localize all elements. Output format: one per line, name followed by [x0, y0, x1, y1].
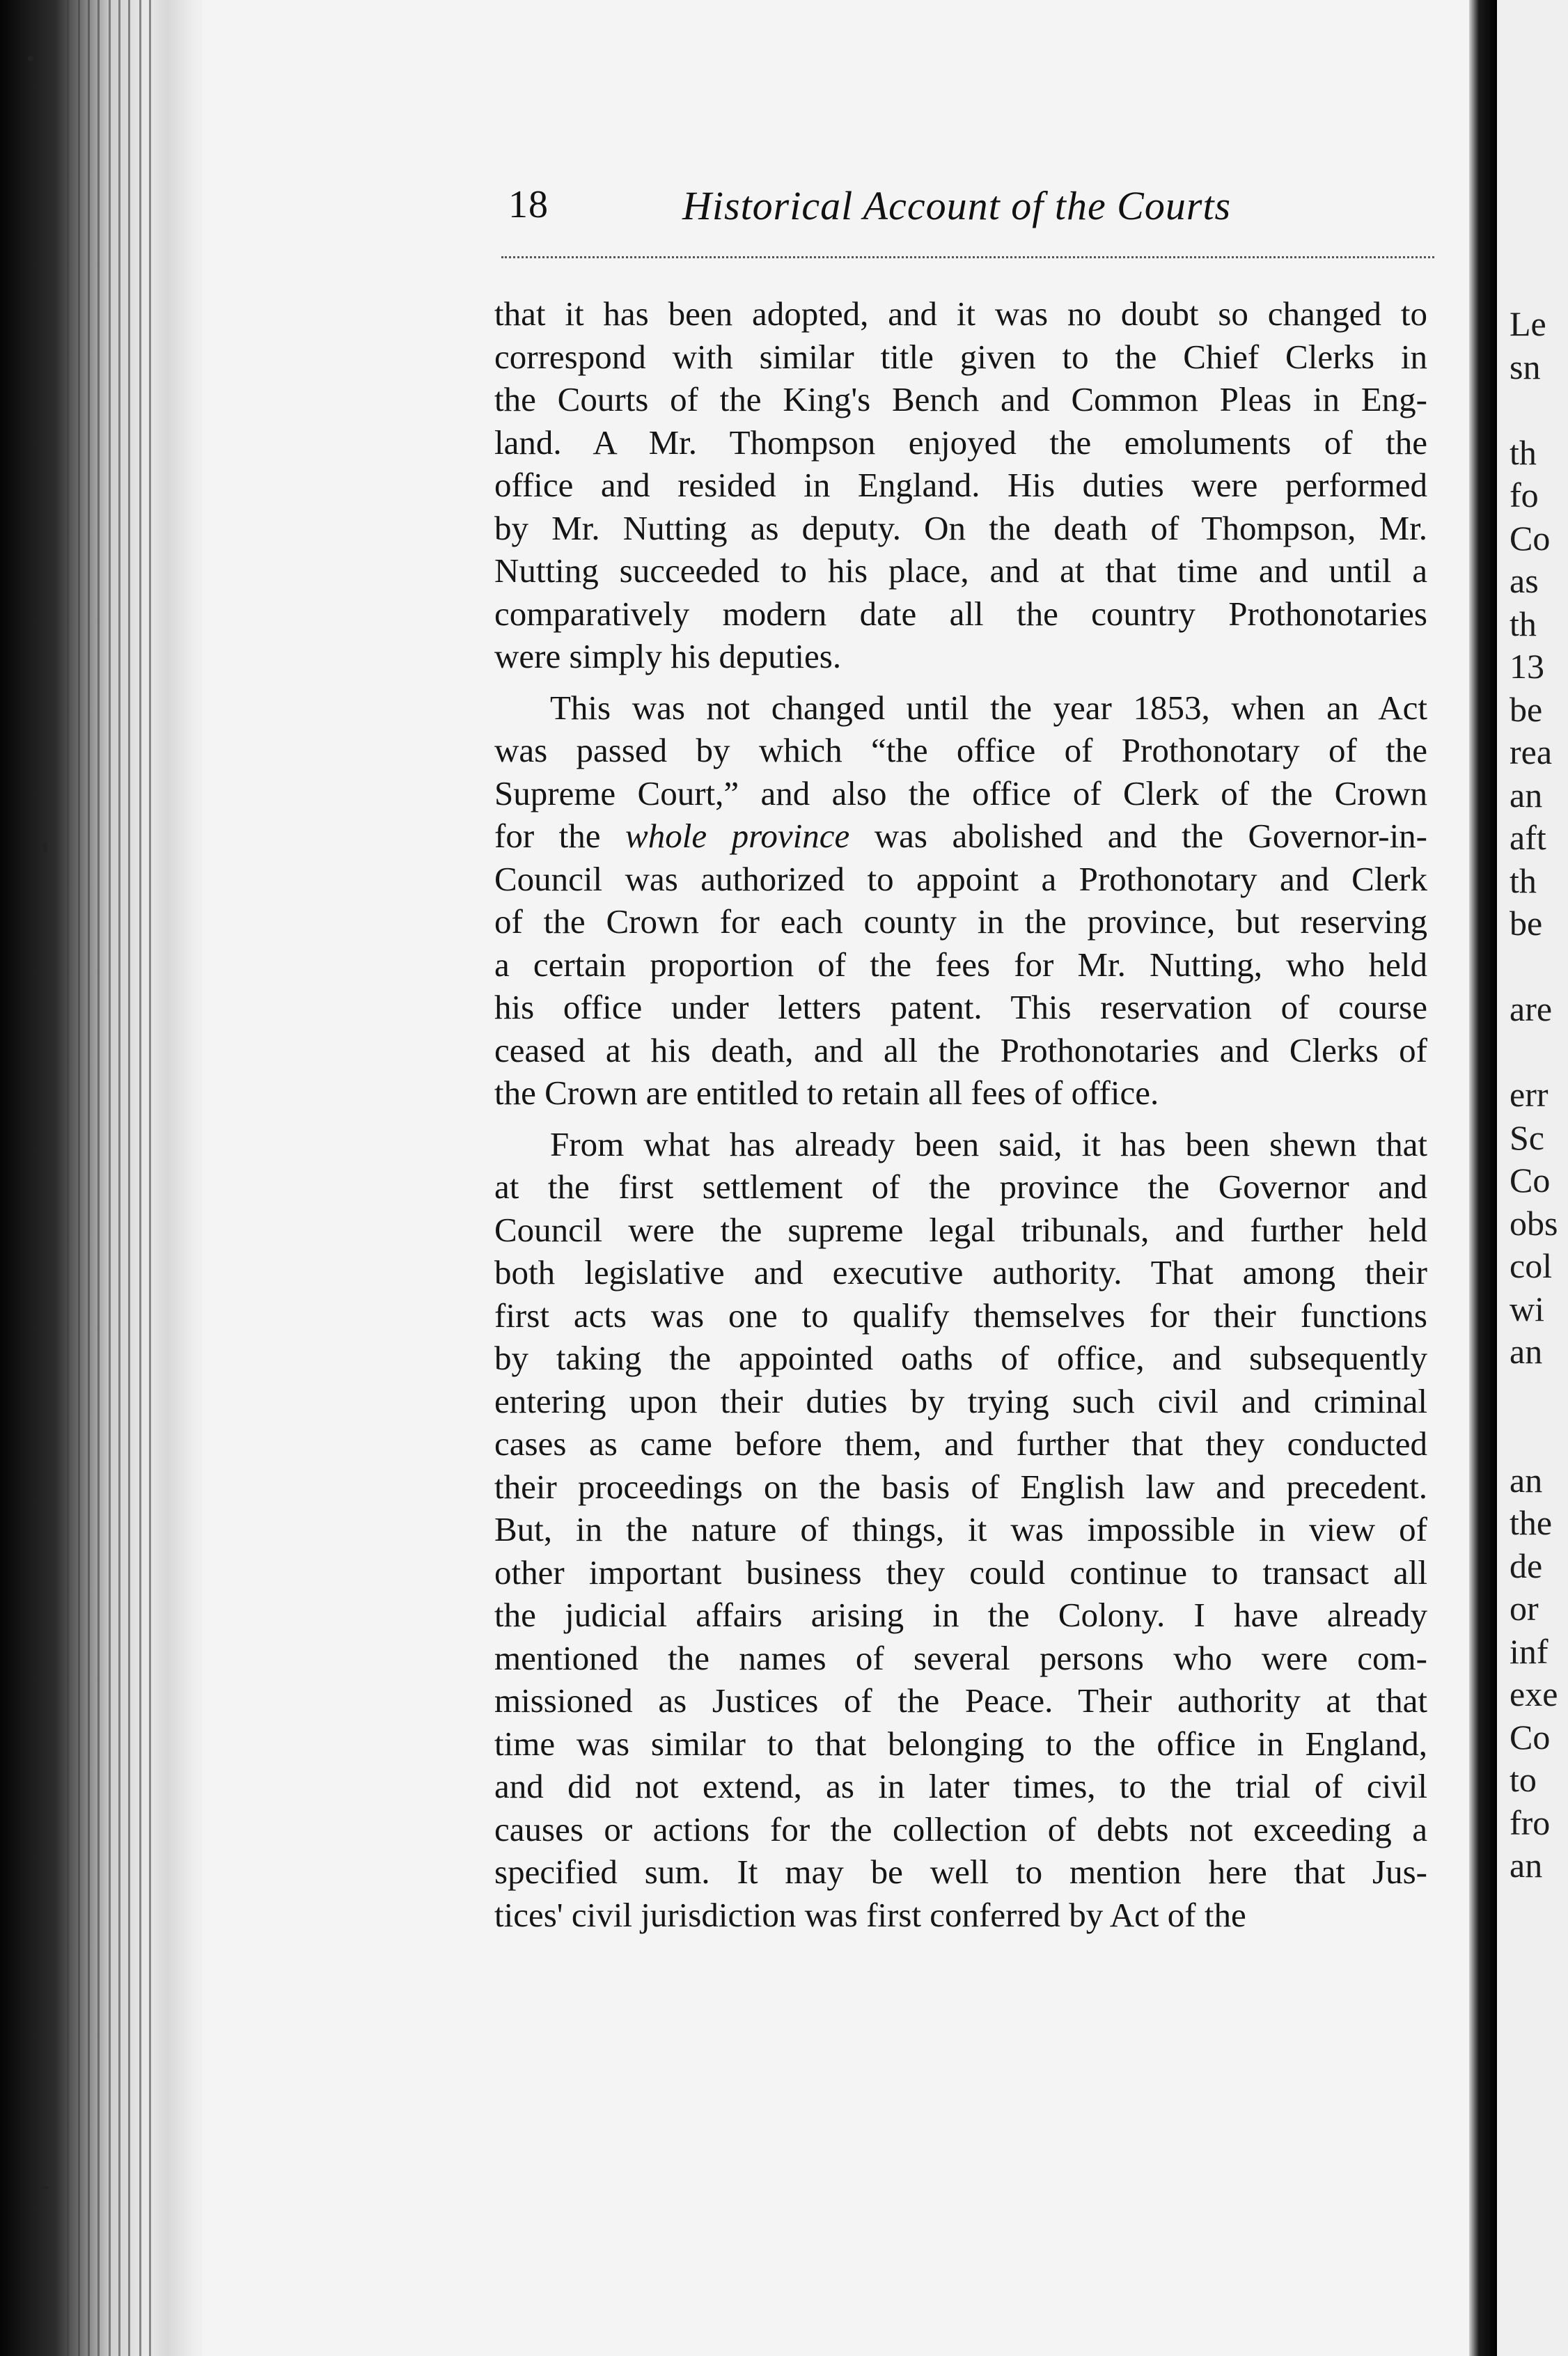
next-page-fragment: fro: [1510, 1803, 1551, 1842]
next-page-fragment: obs: [1510, 1203, 1558, 1243]
next-page-fragment: an: [1510, 1460, 1543, 1500]
text-line: comparatively modern date all the country Prothonotaries: [494, 594, 1427, 633]
book-fold: [1469, 0, 1497, 2356]
scan-speck: [43, 842, 47, 852]
text-line: correspond with similar title given to the Chief Clerks in: [494, 337, 1427, 376]
next-page-fragment: th: [1510, 861, 1537, 900]
page-edge-line: [97, 0, 100, 2356]
page-edge-line: [139, 0, 141, 2356]
next-page-fragment: wi: [1510, 1289, 1544, 1328]
text-line: the judicial affairs arising in the Colony. I have already: [494, 1596, 1427, 1634]
next-page-fragment: or: [1510, 1589, 1539, 1628]
paragraph: [494, 1123, 1427, 1937]
next-page-fragment: exe: [1510, 1674, 1558, 1713]
next-page-fragment: Co: [1510, 1717, 1551, 1757]
text-line: office and resided in England. His duties were performed: [494, 466, 1427, 504]
next-page-fragment: Co: [1510, 518, 1551, 558]
text-line: time was similar to that belonging to the office in England,: [494, 1724, 1427, 1763]
emphasis: whole province: [625, 817, 850, 855]
next-page-fragment: inf: [1510, 1631, 1549, 1671]
text-line: Supreme Court,” and also the office of Clerk of the Crown: [494, 773, 1427, 812]
next-page-fragment: the: [1510, 1503, 1553, 1542]
page-edge-line: [118, 0, 120, 2356]
text-line: by Mr. Nutting as deputy. On the death of Thompson, Mr.: [494, 508, 1427, 547]
next-page-fragment: th: [1510, 432, 1537, 472]
running-title: Historical Account of the Courts: [682, 183, 1232, 228]
next-page-fragment: be: [1510, 904, 1543, 943]
text-line: Nutting succeeded to his place, and at that time and until a: [494, 551, 1427, 590]
page-edge-line: [88, 0, 90, 2356]
next-page-edge: [1497, 0, 1568, 2356]
page-number: 18: [508, 183, 549, 226]
text-line: specified sum. It may be well to mention here that Jus-: [494, 1853, 1427, 1891]
next-page-fragment: an: [1510, 775, 1543, 815]
text-line: for the whole province was abolished and the Governor-in-: [494, 817, 1427, 855]
text-line: a certain proportion of the fees for Mr. Nutting, who held: [494, 945, 1427, 984]
page-header: [508, 182, 1441, 245]
book-gutter: [0, 0, 209, 2356]
next-page-fragment: rea: [1510, 732, 1553, 771]
next-page-fragment: as: [1510, 561, 1539, 600]
next-page-fragment: Le: [1510, 304, 1546, 343]
page-edge-line: [67, 0, 69, 2356]
page-edge-line: [109, 0, 111, 2356]
page-edge-line: [128, 0, 130, 2356]
next-page-fragment: are: [1510, 989, 1553, 1028]
text-line: that it has been adopted, and it was no doubt so changed to: [494, 294, 1427, 333]
text-line: mentioned the names of several persons who were com-: [494, 1638, 1427, 1677]
next-page-fragment: an: [1510, 1332, 1543, 1371]
text-line: This was not changed until the year 1853, when an Act: [550, 688, 1427, 727]
next-page-fragment: aft: [1510, 818, 1546, 857]
page-edge-line: [78, 0, 80, 2356]
header-rule: [501, 256, 1434, 258]
text-line: ceased at his death, and all the Prothonotaries and Clerks of: [494, 1030, 1427, 1069]
text-line: From what has already been said, it has been shewn that: [550, 1124, 1427, 1163]
text-line: entering upon their duties by trying such civil and criminal: [494, 1381, 1427, 1420]
text-line: missioned as Justices of the Peace. Their authority at that: [494, 1681, 1427, 1720]
scan-speck: [28, 56, 33, 61]
paragraph: [494, 292, 1427, 678]
next-page-fragment: err: [1510, 1075, 1549, 1114]
next-page-fragment: to: [1510, 1760, 1537, 1799]
text-line: by taking the appointed oaths of office, and subsequently: [494, 1339, 1427, 1377]
text-line: their proceedings on the basis of English law and precedent.: [494, 1467, 1427, 1506]
text-line: and did not extend, as in later times, to the trial of civil: [494, 1767, 1427, 1805]
next-page-fragment: sn: [1510, 347, 1541, 386]
next-page-fragment: th: [1510, 604, 1537, 643]
paragraph: [494, 686, 1427, 1115]
text-line: Council were the supreme legal tribunals, and further held: [494, 1210, 1427, 1249]
text-line: causes or actions for the collection of debts not exceeding a: [494, 1809, 1427, 1848]
text-line: was passed by which “the office of Prothonotary of the: [494, 731, 1427, 769]
text-line: his office under letters patent. This reservation of course: [494, 988, 1427, 1026]
text-line: Council was authorized to appoint a Prothonotary and Clerk: [494, 859, 1427, 898]
text-line: were simply his deputies.: [494, 637, 842, 675]
text-line: land. A Mr. Thompson enjoyed the emoluments of the: [494, 423, 1427, 462]
next-page-fragment: de: [1510, 1546, 1543, 1585]
next-page-fragment: 13: [1510, 647, 1544, 686]
page-edge-line: [149, 0, 151, 2356]
text-line: the Crown are entitled to retain all fees of office.: [494, 1074, 1159, 1112]
text-line: first acts was one to qualify themselves for their functions: [494, 1296, 1427, 1335]
next-page-fragment: col: [1510, 1246, 1553, 1285]
text-line: at the first settlement of the province the Governor and: [494, 1168, 1427, 1206]
text-line: both legislative and executive authority. That among their: [494, 1253, 1427, 1291]
text-line: of the Crown for each county in the province, but reserving: [494, 902, 1427, 941]
next-page-fragment: Sc: [1510, 1117, 1544, 1157]
next-page-fragment: be: [1510, 689, 1543, 729]
text-line: But, in the nature of things, it was impossible in view of: [494, 1510, 1427, 1548]
next-page-fragment: an: [1510, 1846, 1543, 1885]
scan-speck: [42, 2186, 49, 2189]
next-page-fragment: fo: [1510, 476, 1539, 515]
text-line: cases as came before them, and further that they conducted: [494, 1424, 1427, 1463]
text-line: tices' civil jurisdiction was first conferred by Act of the: [494, 1895, 1246, 1934]
text-line: the Courts of the King's Bench and Common Pleas in Eng-: [494, 380, 1427, 418]
body-text: [494, 292, 1427, 1945]
next-page-fragment: Co: [1510, 1161, 1551, 1200]
text-line: other important business they could continue to transact all: [494, 1553, 1427, 1592]
